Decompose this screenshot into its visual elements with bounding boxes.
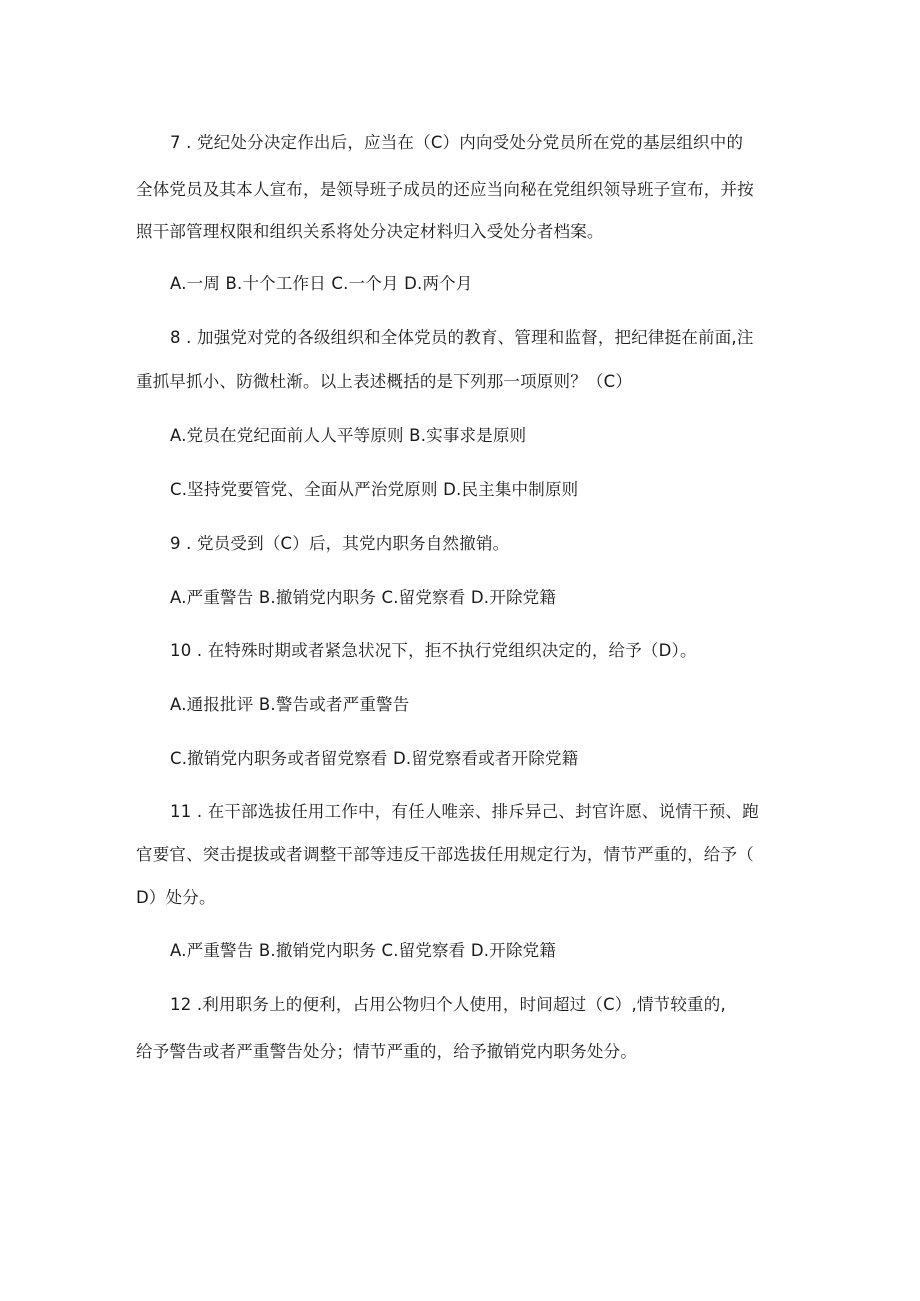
question-10-line-1: 10 . 在特殊时期或者紧急状况下，拒不执行党组织决定的，给予（D）。 bbox=[170, 641, 697, 660]
question-8-line-1: 8 . 加强党对党的各级组织和全体党员的教育、管理和监督，把纪律挺在前面,注 bbox=[170, 328, 754, 347]
question-12-line-1: 12 .利用职务上的便利，占用公物归个人使用，时间超过（C）,情节较重的, bbox=[170, 995, 726, 1014]
question-7-options: A.一周 B.十个工作日 C.一个月 D.两个月 bbox=[170, 274, 473, 293]
question-10-options-1: A.通报批评 B.警告或者严重警告 bbox=[170, 695, 410, 714]
question-10-options-2: C.撤销党内职务或者留党察看 D.留党察看或者开除党籍 bbox=[170, 749, 579, 768]
question-7-line-1: 7 . 党纪处分决定作出后，应当在（C）内向受处分党员所在党的基层组织中的 bbox=[170, 133, 744, 152]
question-8-options-1: A.党员在党纪面前人人平等原则 B.实事求是原则 bbox=[170, 426, 527, 445]
question-11-line-1: 11 . 在干部选拔任用工作中，有任人唯亲、排斥异己、封官许愿、说情干预、跑 bbox=[170, 802, 759, 821]
question-11-line-2: 官要官、突击提拔或者调整干部等违反干部选拔任用规定行为，情节严重的，给予（ bbox=[136, 845, 754, 864]
question-11-line-3: D）处分。 bbox=[136, 888, 216, 907]
question-9-line-1: 9 . 党员受到（C）后，其党内职务自然撤销。 bbox=[170, 534, 510, 553]
question-12-line-2: 给予警告或者严重警告处分；情节严重的，给予撤销党内职务处分。 bbox=[136, 1042, 637, 1061]
question-7-line-2: 全体党员及其本人宣布，是领导班子成员的还应当向秘在党组织领导班子宣布，并按 bbox=[136, 180, 754, 199]
question-8-options-2: C.坚持党要管党、全面从严治党原则 D.民主集中制原则 bbox=[170, 480, 579, 499]
question-7-line-3: 照干部管理权限和组织关系将处分决定材料归入受处分者档案。 bbox=[136, 222, 604, 241]
question-8-line-2: 重抓早抓小、防微杜渐。以上表述概括的是下列那一项原则？（C） bbox=[136, 372, 633, 391]
question-11-options: A.严重警告 B.撤销党内职务 C.留党察看 D.开除党籍 bbox=[170, 941, 557, 960]
question-9-options: A.严重警告 B.撤销党内职务 C.留党察看 D.开除党籍 bbox=[170, 588, 557, 607]
